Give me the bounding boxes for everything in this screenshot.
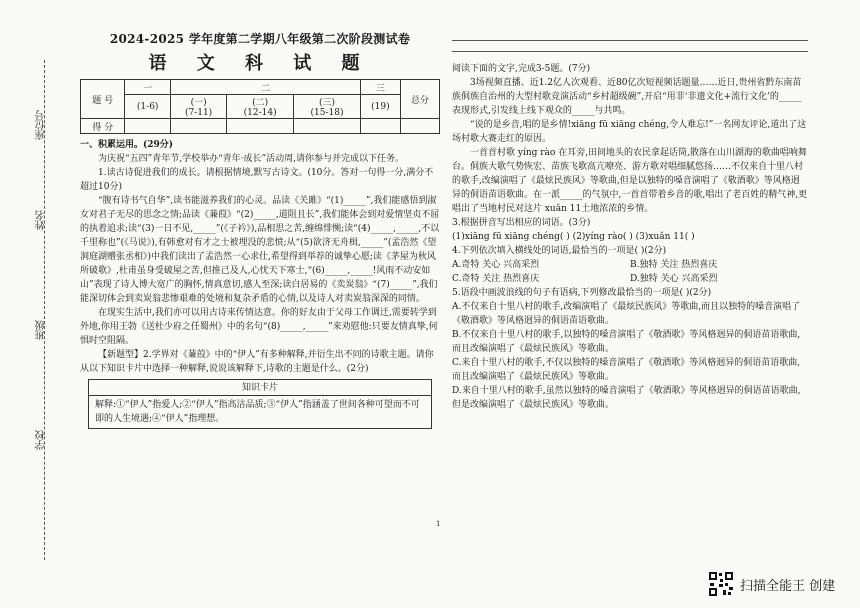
option-b[interactable]: B.不仅来自十里八村的歌手,以独特的嗓音演唱了《敬酒歌》等风格迥异的侗语苗语歌曲,而且改编演唱了《最炫民族风》等歌曲。 [452,330,801,354]
question-3-items: (1)xiāng fū xiāng chéng( ) (2)yíng rào( ) (3)xuǎn 11( ) [452,232,695,242]
score-cell[interactable] [227,119,294,134]
life-paragraph: 在现实生活中,我们亦可以用古诗来传情达意。你的好友由于父母工作调迁,需要转学到外地,你用王勃《送杜少府之任蜀州》中的名句“(8)_____,_____”来劝慰他:只要友情真挚,何惧时空阻隔。 [80,308,438,346]
option-d[interactable]: D.来自十里八村的歌手,虽然以独特的嗓音演唱了《敬酒歌》等风格迥异的侗语苗语歌曲,但是改编演唱了《最炫民族风》等歌曲。 [452,386,801,410]
school-label: 学校 [36,430,47,450]
scanner-watermark [708,571,835,597]
score-cell[interactable] [400,119,439,134]
name-label: 姓名 [36,210,47,230]
score-cell[interactable] [360,119,400,134]
question-4: 4.下列依次填入横线处的词语,最恰当的一项是( )(2分) [452,246,667,256]
q2a-cell [170,95,226,119]
answer-line [452,51,808,52]
question-2: 【新题型】2.学界对《蒹葭》中的“伊人”有多种解释,并衍生出不同的诗歌主题。请你从以下知识卡片中选择一种解释,说说该解释下,诗歌的主题是什么。(2分) [80,350,434,374]
q2a-range: (7-11) [184,108,213,118]
total-label: 总分 [400,80,439,119]
watermark-text: 扫描全能王 创建 [740,578,836,594]
q2-num: 二 [170,80,360,95]
page-number: 1 [436,520,441,528]
q2a-sub: (一) [190,98,207,108]
option-c[interactable]: C.奇特 关注 热烈喜庆 [452,274,540,284]
row-label-score: 得 分 [81,119,125,134]
seat-label: 座位号 [36,110,47,140]
left-column [80,30,440,432]
question-1: 1.读古诗促进我们的成长。请根据情境,默写古诗文。(10分。答对一句得一分,满分不超过10分) [80,168,434,192]
question-5: 5.语段中画波浪线的句子有语病,下列修改最恰当的一项是( )(2分) [452,288,712,298]
qr-code-icon [708,571,734,597]
q2c-range: (15-18) [310,108,344,118]
answer-line [452,40,808,41]
score-cell[interactable] [294,119,361,134]
option-d[interactable]: D.独特 关心 兴高采烈 [630,274,718,284]
knowledge-card [88,379,432,429]
q2c-sub: (三) [319,98,336,108]
q3-range: (19) [360,95,400,119]
passage-paragraph-2: “说的是乡音,唱的是乡情!xiāng fū xiāng chéng,令人难忘!”一名网友评论,道出了这场村歌大赛走红的原因。 [452,120,807,144]
subject-title: 语 文 科 试 题 [148,53,372,74]
poem-fill-paragraph: “腹有诗书气自华”,读书能滋养我们的心灵。品读《关雎》“(1)_____”,我们能感悟到淑女对君子无尽的思念之情;品读《蒹葭》“(2)_____,道阻且长”,我们能体会到对爱情坚贞不屈的执着追求;读“(3)一日不见,_____”(《子衿》),品相思之苦,缠绵悱恻;读“(4)_____,_____,不以千里称也”(《马说》),有韩愈对有才之士被埋没的悲愤;从“(5)欲济无舟楫,_____”(孟浩然《望洞庭湖赠张丞相》)中我们读出了孟浩然一心求仕,希望得到举荐的诚挚心愿;读《茅屋为秋风所破歌》,杜甫虽身受破屋之苦,但推己及人,心忧天下寒士,“(6)_____,_____!风雨不动安如山”表现了诗人博大宽广的胸怀,情真意切,感人至深;读白居易的《卖炭翁》“(7)_____”,我们能深切体会到卖炭翁悲惨艰难的处境和复杂矛盾的心情,以及诗人对卖炭翁深深的同情。 [80,196,440,304]
q2c-cell [294,95,361,119]
binding-margin [0,60,70,560]
score-cell[interactable] [125,119,171,134]
score-cell[interactable] [170,119,226,134]
q2b-cell [227,95,294,119]
q3-num: 三 [360,80,400,95]
reading-intro: 阅读下面的文字,完成3-5题。(7分) [452,64,591,74]
option-b[interactable]: B.独特 关注 热烈喜庆 [630,260,718,270]
row-label-number: 题 号 [81,80,125,119]
option-a[interactable]: A.不仅来自十里八村的歌手,改编演唱了《最炫民族风》等歌曲,而且以独特的嗓音演唱了《敬酒歌》等风格迥异的侗语苗语歌曲。 [452,302,801,326]
q1-range: (1-6) [125,95,171,119]
exam-title: 2024-2025 学年度第二学期八年级第二次阶段测试卷 [109,32,411,46]
class-label: 班级 [36,320,47,340]
question-4-options [452,258,808,286]
q2b-range: (12-14) [243,108,277,118]
option-c[interactable]: C.来自十里八村的歌手,不仅以独特的嗓音演唱了《敬酒歌》等风格迥异的侗语苗语歌曲,而且改编演唱了《最炫民族风》等歌曲。 [452,358,801,382]
intro-text: 为庆祝“五四”青年节,学校举办“青年·成长”活动周,请你参与并完成以下任务。 [98,154,404,164]
section-heading: 一、积累运用。(29分) [80,140,174,150]
q2b-sub: (二) [252,98,269,108]
knowledge-card-body: 解释:①“伊人”指爱人;②“伊人”指高洁品质;③“伊人”指涵盖了世间各种可望而不可即的人生境遇;④“伊人”指理想。 [95,400,420,424]
q1-num: 一 [125,80,171,95]
right-column [452,40,808,412]
knowledge-card-title: 知识卡片 [89,382,431,396]
passage-paragraph-1: 3场视频直播、近1.2亿人次观看、近80亿次短视频话题量……近日,贵州省黔东南苗族侗族自治州的大型村歌竞演活动“乡村超级碗”,开启“用非‘非遗文化+流行文化’的_____表现形式,引发线上线下观众的_____与共鸣。 [452,78,802,116]
option-a[interactable]: A.奇特 关心 兴高采烈 [452,260,540,270]
score-table [80,79,440,134]
passage-paragraph-3: 一首首村歌 yíng rào 在耳旁,田间地头的农民拿起话筒,散落在山川湖海的歌曲唱响舞台。侗族大歌气势恢宏、苗族飞歌高亢嘹亮、游方歌对唱细腻悠扬……不仅来自十里八村的歌手,改编演唱了《最炫民族风》等歌曲,但是以独特的嗓音演唱了《敬酒歌》等风格迥异的侗语苗语歌曲。在一派_____的气氛中,一首首带着乡音的歌,唱出了老百姓的精气神,更唱出了当地村民对这片 xuǎn 11土地浓浓的乡情。 [452,148,808,214]
question-3: 3.根据拼音写出相应的词语。(3分) [452,218,591,228]
